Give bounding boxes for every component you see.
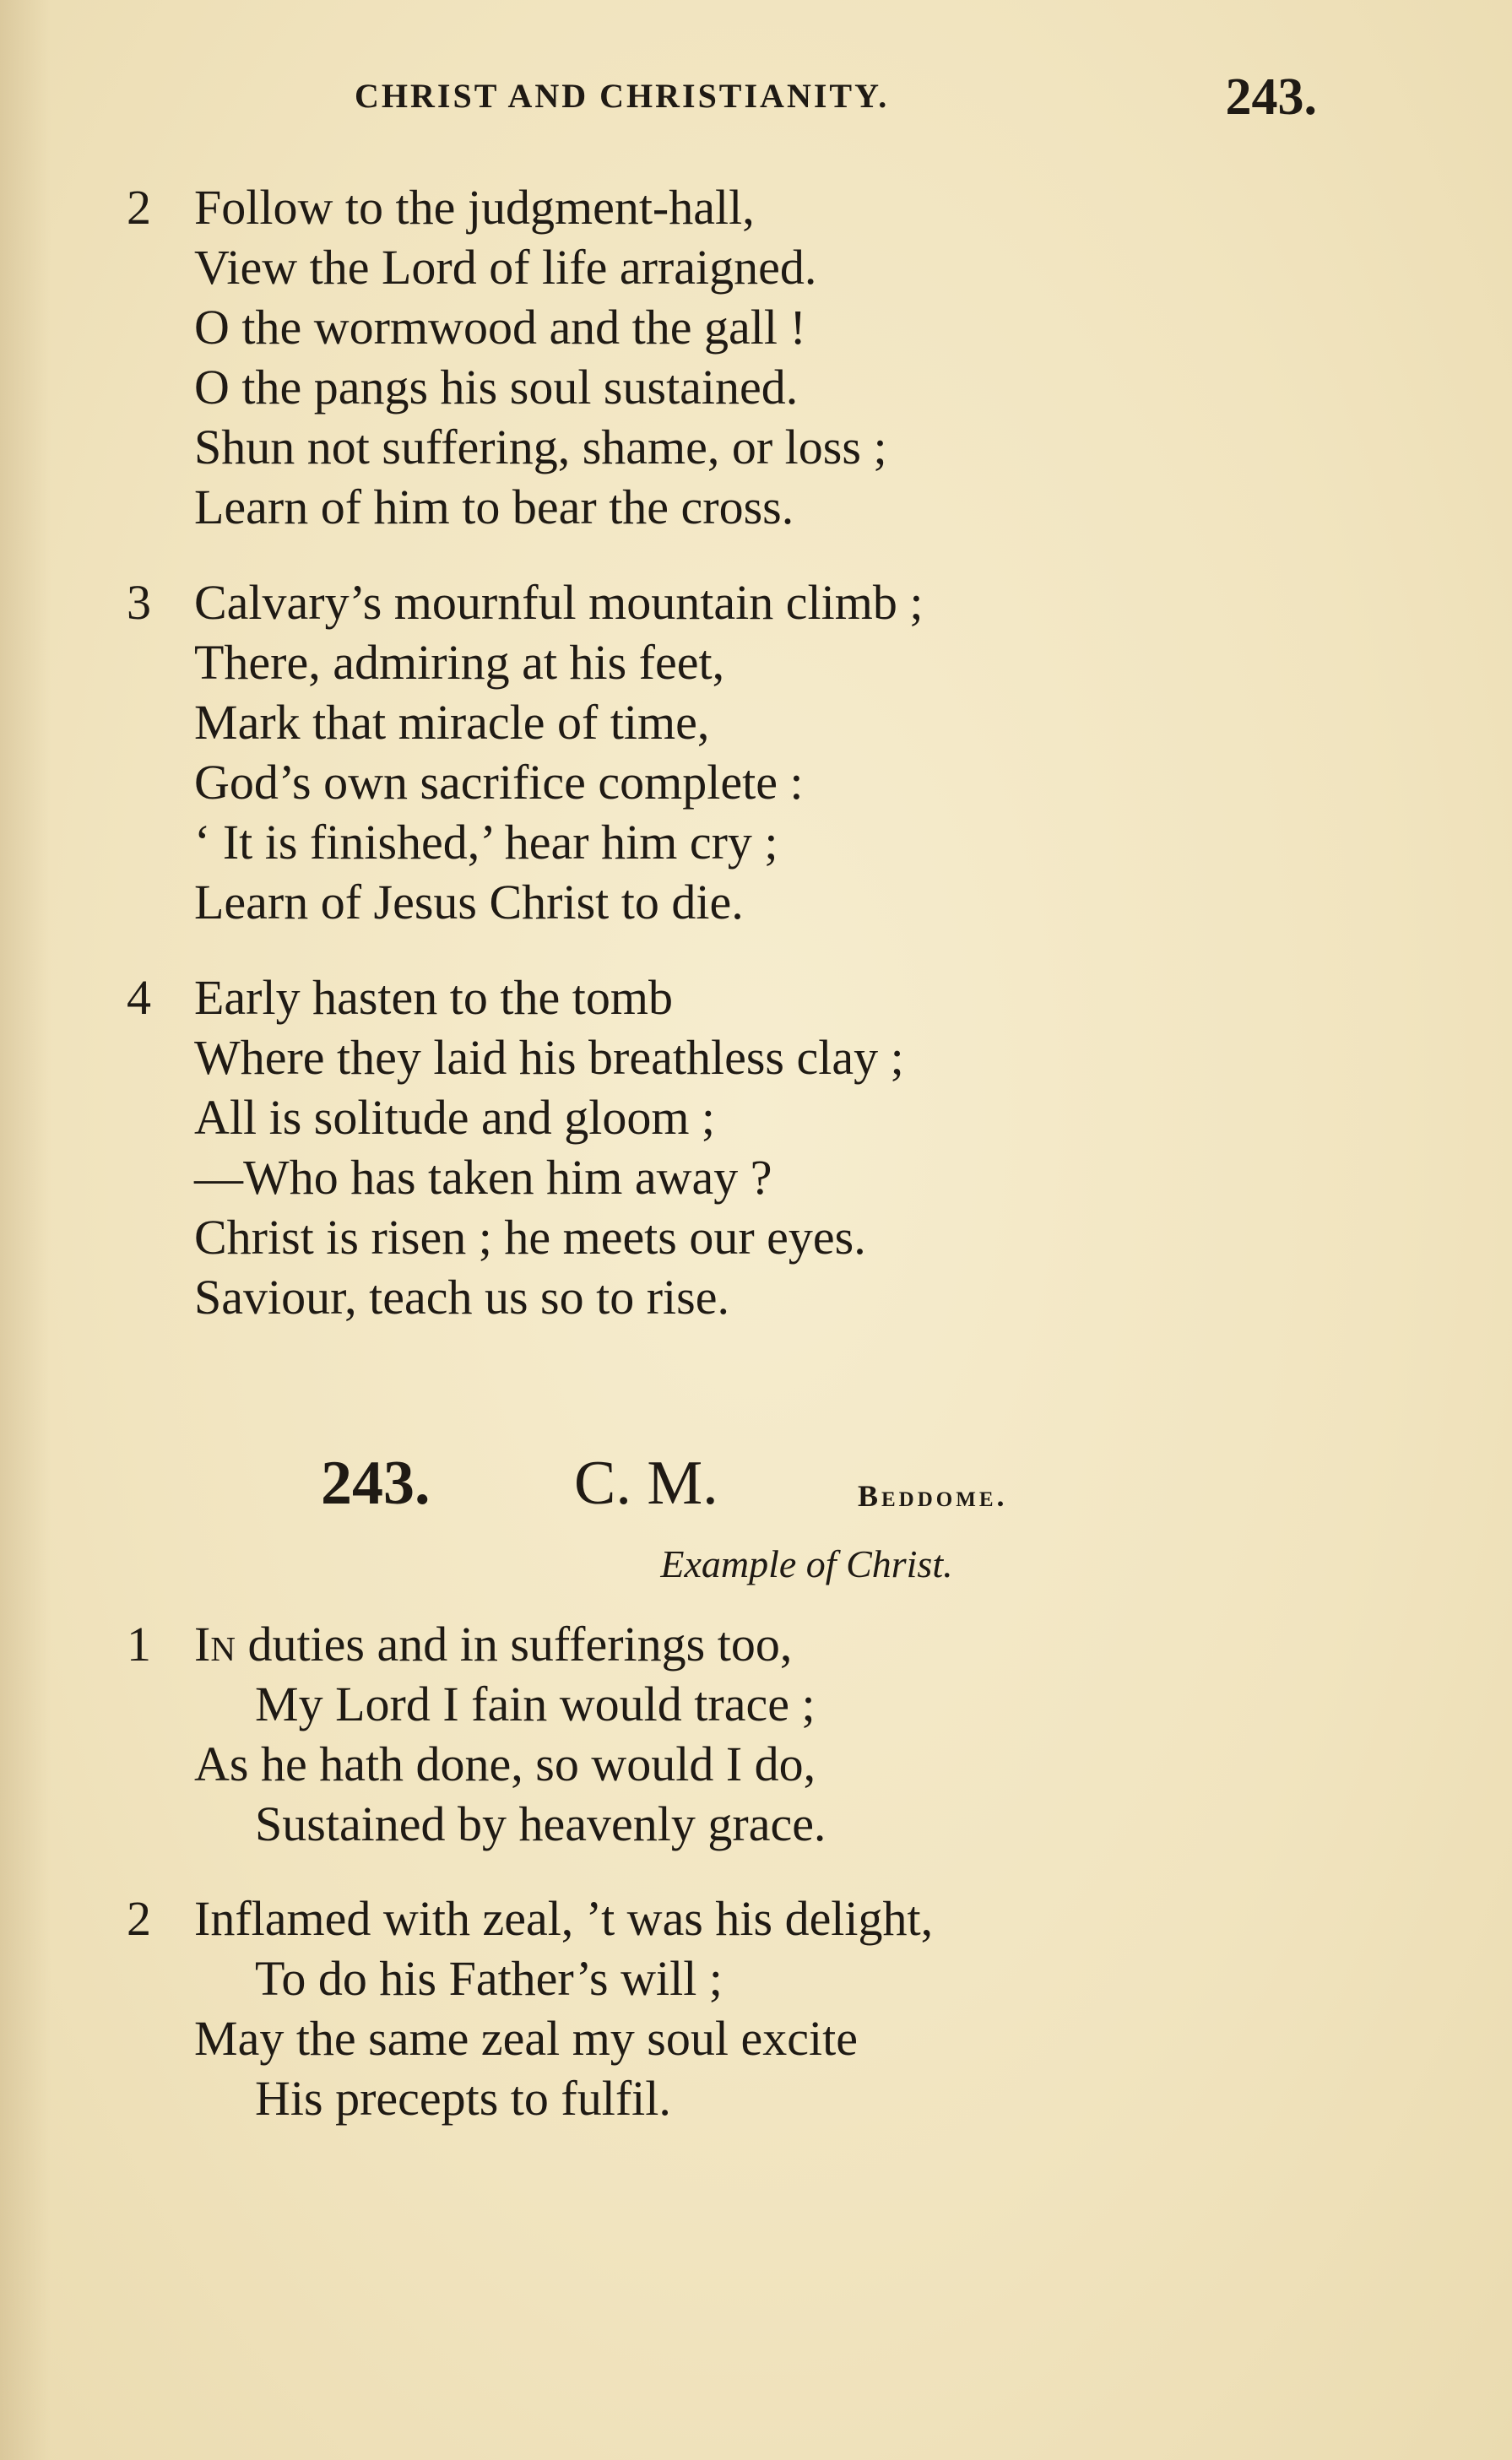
verse-line: All is solitude and gloom ; [194, 1090, 716, 1145]
hymn-heading [321, 1448, 1081, 1524]
page-header [355, 68, 1317, 127]
verse-line: His precepts to fulfil. [255, 2071, 671, 2126]
hymn-meter: C. M. [574, 1449, 718, 1518]
verse-line: Early hasten to the tomb [194, 970, 673, 1025]
verse-line: Shun not suffering, shame, or loss ; [194, 420, 887, 474]
verse-line: God’s own sacrifice complete : [194, 755, 804, 810]
stanza-number: 2 [127, 1891, 151, 1946]
verse-line-rest: duties and in sufferings too, [235, 1617, 793, 1672]
stanza-number: 2 [127, 180, 151, 235]
page-number: 243. [1225, 68, 1317, 126]
hymn-subtitle: Example of Christ. [660, 1542, 953, 1585]
verse-line: —Who has taken him away ? [194, 1150, 772, 1205]
verse-first-word: In [194, 1617, 236, 1672]
verse-line: There, admiring at his feet, [194, 635, 725, 690]
verse-line: Calvary’s mournful mountain climb ; [194, 575, 924, 630]
verse-line: Learn of him to bear the cross. [194, 480, 794, 534]
verse-line: View the Lord of life arraigned. [194, 240, 817, 295]
verse-line: Saviour, teach us so to rise. [194, 1270, 729, 1325]
stanza-number: 1 [127, 1617, 151, 1672]
verse-line: May the same zeal my soul excite [194, 2011, 858, 2066]
verse-line: Christ is risen ; he meets our eyes. [194, 1210, 866, 1265]
verse-line: O the pangs his soul sustained. [194, 360, 799, 415]
verse-line: Inflamed with zeal, ’t was his delight, [194, 1891, 934, 1946]
verse-line: O the wormwood and the gall ! [194, 300, 806, 355]
verse-line: Follow to the judgment-hall, [194, 180, 755, 235]
stanza-number: 3 [127, 575, 151, 630]
running-title: CHRIST AND CHRISTIANITY. [355, 77, 890, 115]
verse-line: As he hath done, so would I do, [194, 1737, 816, 1791]
hymn-author: Beddome. [858, 1479, 1008, 1513]
verse-line: Learn of Jesus Christ to die. [194, 875, 744, 929]
verse-line: ‘ It is finished,’ hear him cry ; [194, 815, 778, 870]
verse-line: Where they laid his breathless clay ; [194, 1030, 904, 1085]
verse-line: To do his Father’s will ; [255, 1951, 723, 2006]
verse-line: Mark that miracle of time, [194, 695, 710, 750]
verse-line: My Lord I fain would trace ; [255, 1677, 816, 1731]
hymn-number: 243. [321, 1449, 431, 1518]
page-fold-shadow [0, 0, 51, 2460]
stanza-number: 4 [127, 970, 151, 1025]
verse-line: Sustained by heavenly grace. [255, 1796, 826, 1851]
verse-line [194, 1614, 826, 1674]
